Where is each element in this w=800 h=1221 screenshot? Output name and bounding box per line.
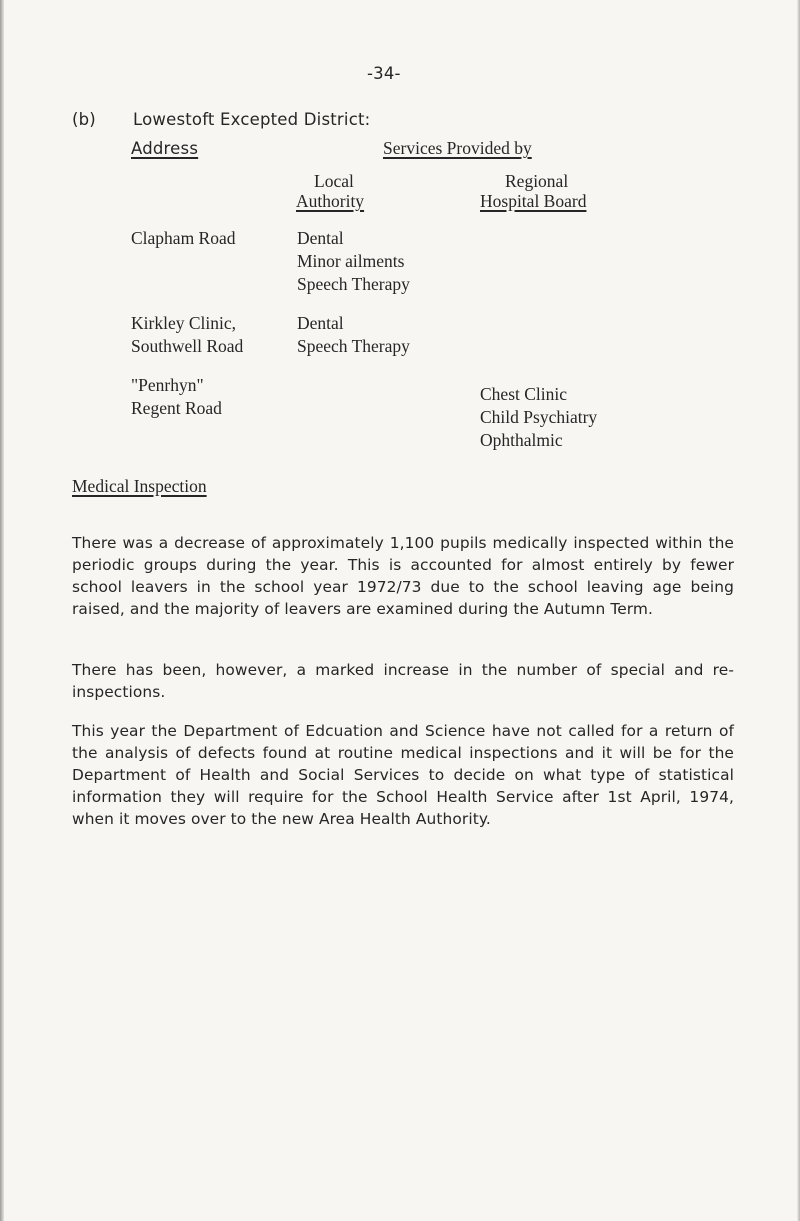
service-item: Chest Clinic <box>480 384 568 404</box>
paragraph-1: There was a decrease of approximately 1,100 pupils medically inspected within the periodic groups during the year. This is accounted for almost entirely by fewer school leavers in the school year 1972/73 due to the school leaving age being raised, and the majority of leavers are examined during the Autumn Term. <box>72 534 734 618</box>
table-row-penrhyn-regional <box>480 383 597 452</box>
page-number: -34- <box>367 64 401 83</box>
service-item: Dental <box>297 228 344 248</box>
column-header-regional-line2: Hospital Board <box>480 191 587 211</box>
service-item: Speech Therapy <box>297 274 410 294</box>
column-header-services: Services Provided by <box>383 138 532 158</box>
address-line: Southwell Road <box>131 336 244 356</box>
paragraph-3: This year the Department of Edcuation and Science have not called for a return of the analysis of defects found at routine medical inspections and it will be for the Department of Health and Social Services to decide on what type of statistical information they will require for the School Health Service after 1st April, 1974, when it moves over to the new Area Health Authority. <box>72 722 734 828</box>
service-item: Ophthalmic <box>480 430 563 450</box>
table-row-penrhyn-address <box>131 374 222 420</box>
address-line: Kirkley Clinic, <box>131 313 236 333</box>
column-header-address: Address <box>131 139 199 158</box>
service-item: Dental <box>297 313 344 333</box>
address-line: Clapham Road <box>131 228 236 248</box>
paragraph-2: There has been, however, a marked increase in the number of special and re-inspections. <box>72 661 734 701</box>
address-line: Regent Road <box>131 398 222 418</box>
service-item: Minor ailments <box>297 251 405 271</box>
column-header-regional-line1: Regional <box>505 171 569 191</box>
table-row-kirkley-local <box>297 312 410 358</box>
section-title: Lowestoft Excepted District: <box>133 110 371 129</box>
section-heading: Medical Inspection <box>72 476 207 496</box>
service-item: Speech Therapy <box>297 336 410 356</box>
page-edge-left <box>0 0 4 1221</box>
address-line: "Penrhyn" <box>131 375 204 395</box>
section-label: (b) <box>72 110 96 129</box>
column-header-local-line2: Authority <box>296 191 365 211</box>
column-header-local-line1: Local <box>314 171 354 191</box>
table-row-clapham-address <box>131 227 236 250</box>
service-item: Child Psychiatry <box>480 407 598 427</box>
table-row-clapham-local <box>297 227 410 296</box>
table-row-kirkley-address <box>131 312 243 358</box>
